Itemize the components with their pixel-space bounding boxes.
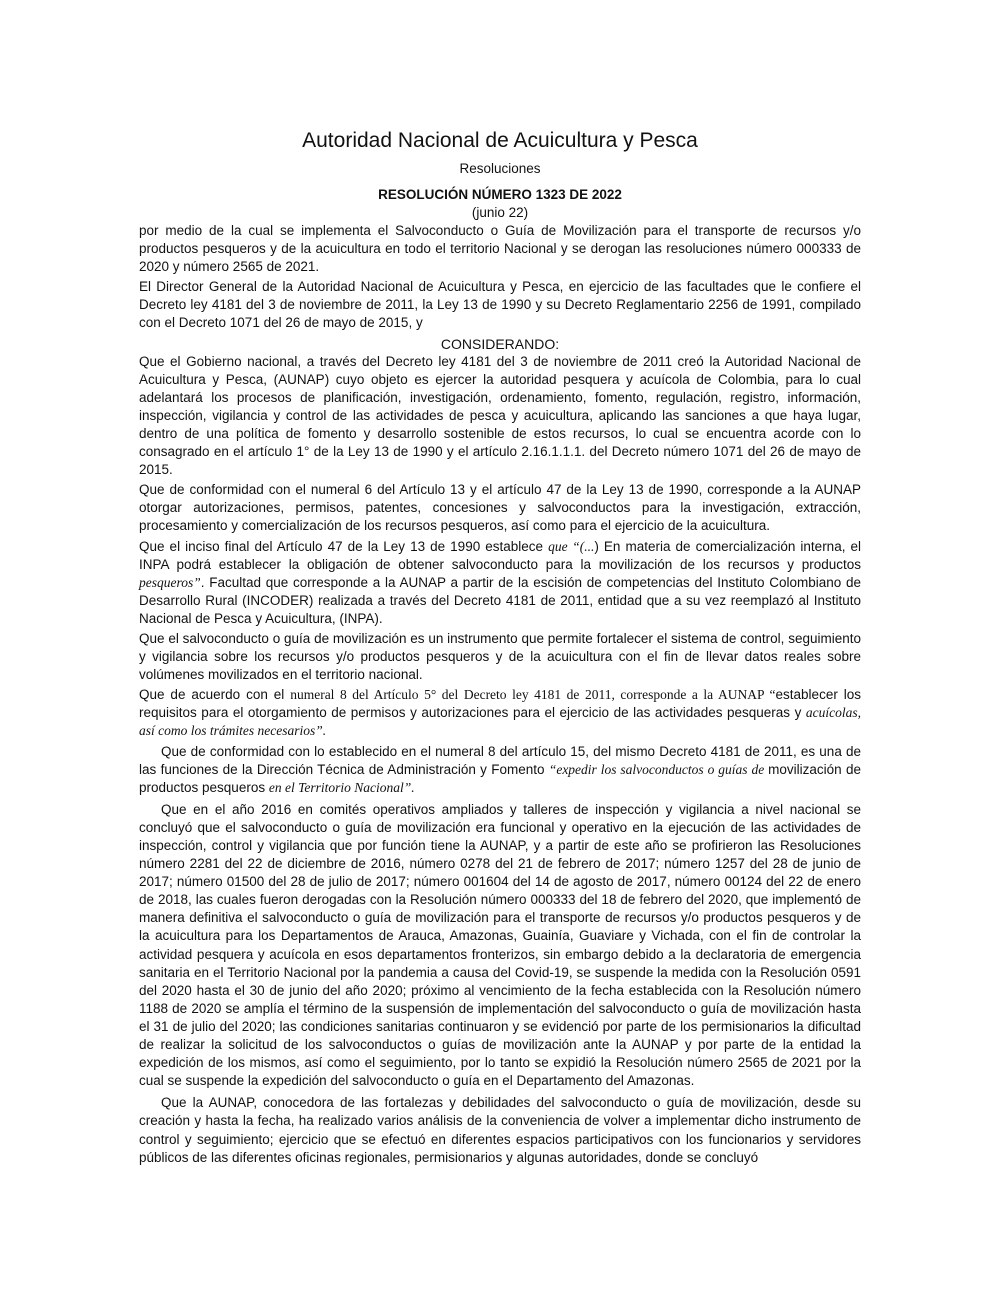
italic-run: “expedir los salvoconductos o guías de [548, 761, 769, 777]
resolution-summary-paragraph: por medio de la cual se implementa el Salvoconducto o Guía de Movilización para el transporte de recursos y/o productos pesqueros y de la acuicultura en todo el territorio Nacional y se derogan las resoluciones número 000333 de 2020 y número 2565 de 2021. [139, 223, 861, 275]
considerando-paragraph-7: Que en el año 2016 en comités operativos ampliados y talleres de inspección y vigilancia a nivel nacional se concluyó que el salvoconducto o guía de movilización era funcional y operativo en la ejecución de las actividades de inspección, control y vigilancia que por función tiene la AUNAP, y a partir de este año se profirieron las Resoluciones número 2281 del 22 de diciembre de 2016, número 0278 del 21 de febrero de 2017; número 1257 del 28 de junio de 2017; número 01500 del 28 de julio de 2017; número 001604 del 14 de agosto de 2017, número 00124 del 22 de enero de 2018, las cuales fueron derogadas con la Resolución número 000333 del 18 de febrero del 2020, que implementó de manera definitiva el salvoconducto o guía de movilización para el transporte de recursos y/o productos pesqueros y de la acuicultura para los Departamentos de Arauca, Amazonas, Guainía, Guaviare y Vichada, con el fin de controlar la actividad pesquera y acuícola en esos departamentos fronterizos, sin embargo debido a la declaratoria de emergencia sanitaria en el Territorio Nacional por la pandemia a causa del Covid-19, se suspende la medida con la Resolución 0591 del 2020 hasta el 30 de junio del año 2020; próximo al vencimiento de la fecha establecida con la Resolución número 1188 de 2020 se amplía el término de la suspensión de implementación del salvoconducto o guía de movilización hasta el 31 de julio del 2020; las condiciones sanitarias continuaron y se evidenció por parte de los permisionarios la dificultad de realizar la solicitud de los salvoconductos o guías de movilización ante la AUNAP y por parte de la entidad la expedición de los mismos, así como el seguimiento, por lo tanto se expidió la Resolución número 2565 de 2021 por la cual se suspende la expedición del salvoconducto o guía en el Departamento del Amazonas. [139, 801, 861, 1089]
text-run: . Facultad que corresponde a la AUNAP a partir de la escisión de competencias del Instituto Colombiano de Desarrollo Rural (INCODER) realizada a través del Decreto 4181 de 2011, entidad que a su vez reemplazó al Instituto Nacional de Pesca y Acuicultura, (INPA). [139, 574, 861, 626]
considerando-heading: CONSIDERANDO: [440, 335, 560, 352]
considerando-paragraph-8: Que la AUNAP, conocedora de las fortalezas y debilidades del salvoconducto o guía de movilización, desde su creación y hasta la fecha, ha realizado varios análisis de la conveniencia de volver a implementar dicho instrumento de control y seguimiento; ejercicio que se efectuó en diferentes espacios participativos con los funcionarios y servidores públicos de las diferentes oficinas regionales, permisionarios y algunas autoridades, donde se concluyó [139, 1095, 861, 1165]
considerando-paragraph-2: Que de conformidad con el numeral 6 del Artículo 13 y el artículo 47 de la Ley 13 de 1990, corresponde a la AUNAP otorgar autorizaciones, permisos, patentes, concesiones y salvoconductos para la investigación, extracción, procesamiento y comercialización de los recursos pesqueros, así como para el ejercicio de la acuicultura. [139, 482, 861, 534]
agency-title: Autoridad Nacional de Acuicultura y Pesca [302, 129, 698, 152]
considerando-paragraph-5 [139, 686, 861, 740]
considerando-paragraph-4: Que el salvoconducto o guía de movilización es un instrumento que permite fortalecer el sistema de control, seguimiento y vigilancia sobre los recursos y/o productos pesqueros y de la acuicultura con el fin de llevar datos reales sobre volúmenes movilizados en el territorio nacional. [139, 630, 861, 683]
considerando-paragraph-1: Que el Gobierno nacional, a través del Decreto ley 4181 del 3 de noviembre de 2011 creó la Autoridad Nacional de Acuicultura y Pesca, (AUNAP) cuyo objeto es ejercer la autoridad pesquera y acuícola de Colombia, para lo cual adelantará los procesos de planificación, investigación, ordenamiento, fomento, regulación, registro, información, inspección, vigilancia y control de las actividades de pesca y acuicultura, aplicando las sanciones a que haya lugar, dentro de una política de fomento y desarrollo sostenible de estos recursos, lo cual se encuentra acorde con lo consagrado en el artículo 1° de la Ley 13 de 1990 y el artículo 2.16.1.1.1. del Decreto número 1071 del 26 de mayo de 2015. [139, 353, 861, 478]
italic-run: que “(... [548, 538, 595, 554]
text-run: Que de conformidad con lo establecido en el numeral 8 del artículo 15, del mismo Decreto 4181 de 2011, es una de las funciones de la Dirección Técnica de Administración y Fomento [139, 743, 861, 777]
text-run: Que de acuerdo con el [139, 687, 291, 703]
section-label: Resoluciones [459, 161, 541, 176]
serif-run: numeral 8 del Artículo 5° del Decreto ley 4181 de 2011, corresponde a la AUNAP “ [290, 687, 776, 703]
text-run: Que el inciso final del Artículo 47 de la Ley 13 de 1990 establece [139, 538, 549, 554]
considerando-paragraph-3 [139, 538, 861, 628]
document-page [139, 126, 861, 1171]
text-run: movilización de productos pesqueros [139, 761, 862, 795]
resolution-date: (junio 22) [471, 205, 529, 220]
text-run: establecer los requisitos para el otorgamiento de permisos y autorizaciones para el ejercicio de las actividades pesqueras y [139, 687, 861, 721]
italic-run: acuícolas, así como los trámites necesarios”. [139, 705, 861, 739]
considerando-paragraph-6 [139, 743, 861, 797]
italic-run: pesqueros” [139, 574, 201, 590]
italic-run: en el Territorio Nacional”. [268, 779, 415, 795]
resolution-number: RESOLUCIÓN NÚMERO 1323 DE 2022 [378, 187, 622, 202]
director-preamble-paragraph: El Director General de la Autoridad Nacional de Acuicultura y Pesca, en ejercicio de las facultades que le confiere el Decreto ley 4181 del 3 de noviembre de 2011, la Ley 13 de 1990 y su Decreto Reglamentario 2256 de 1991, compilado con el Decreto 1071 del 26 de mayo de 2015, y [139, 279, 861, 331]
text-run: ) En materia de comercialización interna, el INPA podrá establecer la obligación de obtener salvoconducto para la movilización de los recursos y productos [139, 538, 862, 572]
